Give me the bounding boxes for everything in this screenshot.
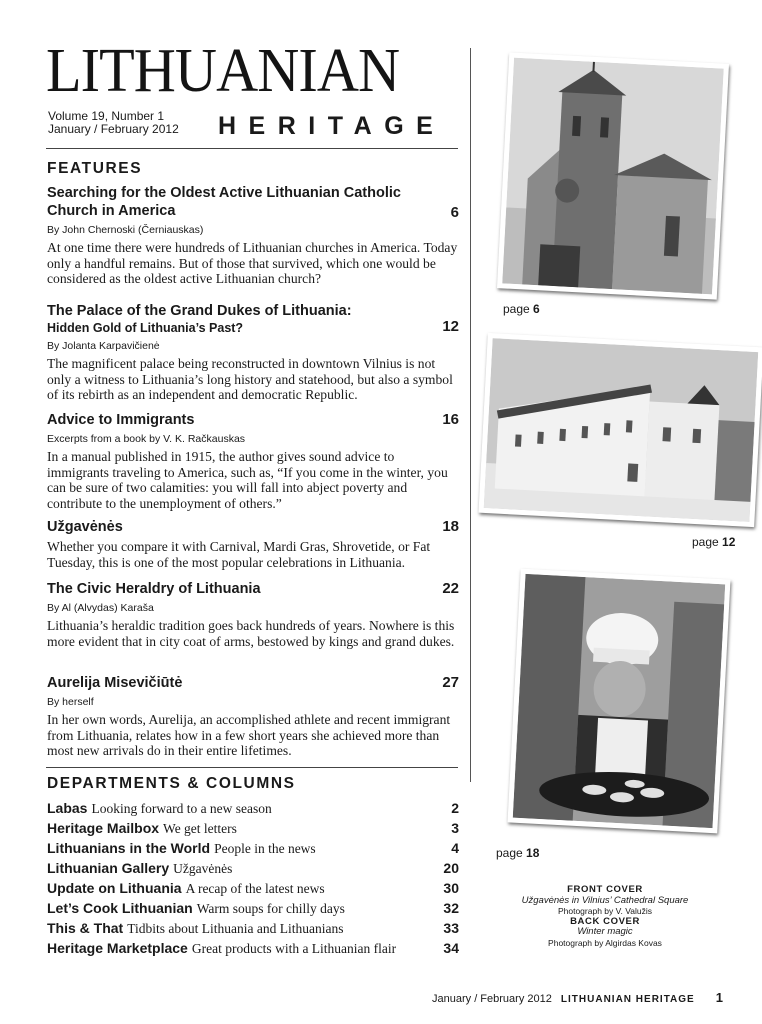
article-byline: By Al (Alvydas) Karaša (47, 602, 154, 614)
article-description: Lithuania’s heraldic tradition goes back hundreds of years. Nowhere is this more evident that in city coat of arms, bestowed by kings and grand dukes. (47, 618, 455, 649)
back-cover-title: Winter magic (577, 926, 633, 937)
department-item[interactable] (47, 920, 459, 940)
department-desc: Great products with a Lithuanian flair (191, 941, 397, 956)
church-photo[interactable] (497, 52, 729, 299)
article-description: The magnificent palace being reconstructed in downtown Vilnius is not only a witness to Lithuania’s long history and statehood, but also a symbol of its rebirth as an independent and democratic Republic. (47, 356, 453, 402)
back-cover-label: BACK COVER (570, 915, 640, 927)
palace-photo[interactable] (478, 333, 762, 527)
article-aurelija[interactable] (47, 674, 459, 759)
department-item[interactable] (47, 900, 459, 920)
article-title[interactable]: The Civic Heraldry of Lithuania (47, 581, 261, 597)
article-byline: By herself (47, 696, 94, 708)
cover-credits (497, 885, 713, 948)
department-name[interactable]: Lithuanians in the World (47, 840, 211, 856)
back-cover-credit: Photograph by Algirdas Kovas (548, 937, 662, 948)
department-name[interactable]: Let’s Cook Lithuanian (47, 900, 193, 916)
article-page: 18 (442, 518, 459, 535)
article-oldest-church[interactable] (47, 184, 459, 287)
article-page: 27 (442, 674, 459, 691)
features-heading: FEATURES (47, 160, 143, 177)
department-desc: Užgavėnės (173, 861, 233, 876)
article-byline: By John Chernoski (Černiauskas) (47, 224, 204, 236)
department-page: 33 (443, 920, 459, 936)
issue-info (48, 110, 179, 136)
department-page: 4 (451, 840, 459, 856)
department-item[interactable] (47, 880, 459, 900)
article-byline: By Jolanta Karpavičienė (47, 340, 160, 352)
article-description: In her own words, Aurelija, an accomplished athlete and recent immigrant from Lithuania, relates how in a few short years she achieved more than most new arrivals do in their entire lifetimes. (47, 712, 451, 758)
department-item[interactable] (47, 840, 459, 860)
department-desc: Tidbits about Lithuania and Lithuanians (127, 921, 344, 936)
article-title[interactable]: Užgavėnės (47, 519, 123, 535)
article-description: Whether you compare it with Carnival, Mardi Gras, Shrovetide, or Fat Tuesday, this is one of the most popular celebrations in Lithuania. (47, 539, 431, 570)
department-item[interactable] (47, 860, 459, 880)
church-illustration (502, 58, 724, 295)
front-cover-label: FRONT COVER (567, 884, 643, 895)
palace-illustration (484, 338, 759, 522)
article-advice-immigrants[interactable] (47, 411, 459, 511)
article-title[interactable]: The Palace of the Grand Dukes of Lithuania: (47, 303, 352, 319)
article-uzgavenes[interactable] (47, 518, 459, 570)
department-desc: We get letters (163, 821, 237, 836)
department-name[interactable]: Heritage Mailbox (47, 820, 160, 836)
page-number: 1 (715, 990, 724, 1005)
department-name[interactable]: Lithuanian Gallery (47, 860, 170, 876)
department-desc: People in the news (214, 841, 316, 856)
article-subtitle: Hidden Gold of Lithuania’s Past? (47, 321, 244, 335)
departments-heading: DEPARTMENTS & COLUMNS (47, 775, 296, 792)
department-name[interactable]: This & That (47, 920, 124, 936)
festival-photo-caption: page 18 (496, 846, 540, 860)
masthead-subtitle: HERITAGE (218, 112, 446, 140)
department-desc: A recap of the latest news (185, 881, 325, 896)
volume-number: Volume 19, Number 1 (48, 109, 165, 123)
department-name[interactable]: Labas (47, 800, 88, 816)
footer-magazine: LITHUANIAN HERITAGE (560, 994, 695, 1005)
festival-photo[interactable] (507, 569, 730, 834)
article-title[interactable]: Searching for the Oldest Active Lithuanian Catholic Church in America (47, 185, 401, 219)
article-description: At one time there were hundreds of Lithuanian churches in America. Today only a handful remains. But of those that survived, which one would be considered as the oldest active Lithuanian church? (47, 240, 458, 286)
article-page: 12 (442, 318, 459, 335)
article-palace[interactable] (47, 302, 459, 403)
article-title[interactable]: Advice to Immigrants (47, 412, 195, 428)
department-page: 32 (443, 900, 459, 916)
department-page: 34 (443, 940, 459, 956)
department-item[interactable] (47, 940, 459, 960)
festival-illustration (513, 574, 725, 828)
departments-rule (46, 767, 458, 768)
article-page: 16 (442, 411, 459, 428)
department-page: 30 (443, 880, 459, 896)
footer-issue: January / February 2012 (432, 993, 552, 1005)
article-page: 22 (442, 580, 459, 597)
department-desc: Looking forward to a new season (91, 801, 272, 816)
department-desc: Warm soups for chilly days (196, 901, 345, 916)
article-page: 6 (450, 204, 459, 221)
masthead-rule (46, 148, 458, 149)
church-photo-caption: page 6 (503, 302, 540, 316)
front-cover-credit: Photograph by V. Valužis (557, 906, 653, 916)
article-byline: Excerpts from a book by V. K. Račkauskas (47, 433, 246, 445)
palace-photo-caption: page 12 (692, 535, 736, 549)
department-name[interactable]: Update on Lithuania (47, 880, 182, 896)
department-item[interactable] (47, 820, 459, 840)
department-page: 20 (443, 860, 459, 876)
column-divider (470, 48, 471, 782)
department-page: 3 (451, 820, 459, 836)
department-item[interactable] (47, 800, 459, 820)
article-title[interactable]: Aurelija Misevičiūtė (47, 675, 183, 691)
issue-date: January / February 2012 (48, 122, 179, 136)
article-description: In a manual published in 1915, the author gives sound advice to immigrants traveling to America, such as, “If you come in the winter, you can be sure of two calamities: you will fall into abject poverty and contribute to the unemployment of others.” (47, 449, 448, 511)
front-cover-title: Užgavėnės in Vilnius’ Cathedral Square (521, 894, 689, 906)
page-footer (432, 990, 723, 1005)
article-civic-heraldry[interactable] (47, 580, 459, 649)
department-page: 2 (451, 800, 459, 816)
department-name[interactable]: Heritage Marketplace (47, 940, 188, 956)
masthead-title: LITHUANIAN (46, 37, 400, 105)
